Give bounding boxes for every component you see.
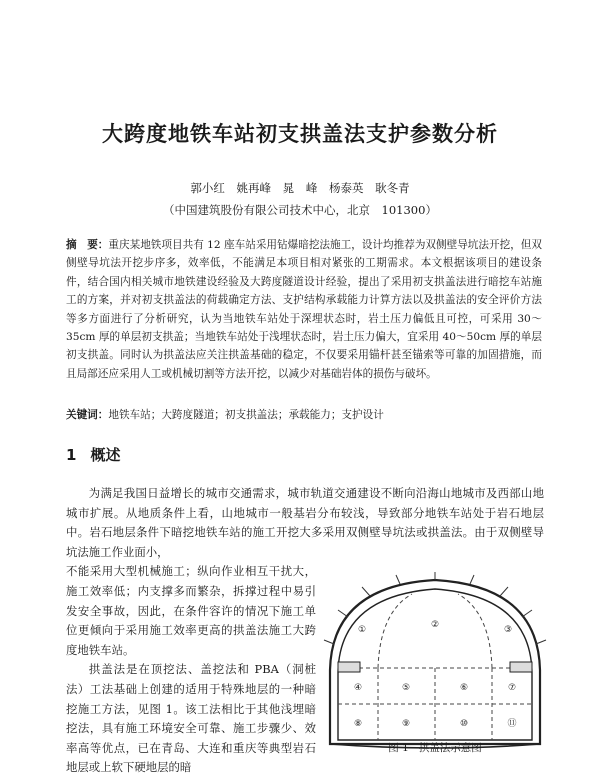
paragraph-continuation: 不能采用大型机械施工；纵向作业相互干扰大，施工效率低；内支撑多而繁杂，拆撑过程中易引发安全事故，因此，在条件容许的情况下施工单位更倾向于采用施工效率更高的拱盖法施工大跨度地铁车站。	[66, 564, 316, 657]
pilot-heading-dividers	[338, 594, 532, 740]
author-name: 郭小红	[190, 181, 225, 195]
arch-foundation-left	[338, 662, 360, 672]
figure-caption-text: 拱盖法示意图	[418, 742, 482, 754]
svg-text:③: ③	[503, 625, 513, 635]
paragraph: 拱盖法是在顶挖法、盖挖法和 PBA（洞桩法）工法基础上创建的适用于特殊地层的一种暗挖施工方法，见图 1。该工法相比于其他浅埋暗挖法，具有施工环境安全可靠、施工步骤少、效率高等优点，已在青岛、大连和重庆等典型岩石地层或上软下硬地层的暗	[66, 662, 316, 775]
svg-text:④: ④	[353, 683, 363, 693]
author-name: 姚再峰	[236, 181, 272, 195]
svg-text:⑥: ⑥	[459, 683, 469, 693]
svg-text:⑩: ⑩	[459, 719, 469, 729]
svg-text:⑤: ⑤	[401, 683, 411, 693]
abstract-label: 摘 要：	[66, 239, 109, 251]
figure-caption	[322, 740, 548, 755]
svg-text:②: ②	[430, 620, 440, 630]
author-name: 耿冬青	[375, 181, 410, 195]
paper-title: 大跨度地铁车站初支拱盖法支护参数分析	[102, 122, 498, 146]
author-list	[0, 180, 600, 196]
keywords-label: 关键词：	[66, 409, 109, 421]
svg-text:⑪: ⑪	[507, 719, 517, 729]
svg-text:⑨: ⑨	[401, 719, 411, 729]
arch-foundation-right	[510, 662, 532, 672]
arch-cover-method-diagram	[322, 572, 548, 752]
keywords-text: 地铁车站；大跨度隧道；初支拱盖法；承载能力；支护设计	[108, 409, 384, 421]
section-number: 1	[66, 446, 77, 464]
section-title: 概述	[90, 446, 121, 464]
figure-number: 图 1	[388, 742, 409, 754]
svg-text:①: ①	[357, 625, 367, 635]
author-name: 杨泰英	[328, 181, 364, 195]
svg-text:⑧: ⑧	[353, 719, 363, 729]
section-heading	[66, 444, 120, 465]
abstract	[66, 236, 542, 383]
svg-text:⑦: ⑦	[507, 683, 517, 693]
affiliation: （中国建筑股份有限公司技术中心，北京 101300）	[163, 203, 437, 217]
paragraph: 为满足我国日益增长的城市交通需求，城市轨道交通建设不断向沿海山地城市及西部山地城市扩展。从地质条件上看，山地城市一般基岩分布较浅，导致部分地铁车站处于岩石地层中。岩石地层条件下暗挖地铁车站的施工开挖大多采用双侧壁导坑法或拱盖法。由于双侧壁导坑法施工作业面小，	[66, 486, 544, 559]
abstract-text: 重庆某地铁项目共有 12 座车站采用钻爆暗挖法施工，设计均推荐为双侧壁导坑法开挖，但双侧壁导坑法开挖步序多，效率低，不能满足本项目相对紧张的工期需求。本文根据该项目的建设条件，结合国内相关城市地铁建设经验及大跨度隧道设计经验，提出了采用初支拱盖法进行暗挖车站施工的方案，并对初支拱盖法的荷载确定方法、支护结构承载能力计算方法以及拱盖法的安全评价方法等多方面进行了分析研究，认为当地铁车站处于深埋状态时，岩土压力偏低且可控，可采用 30～35cm 厚的单层初支拱盖；当地铁车站处于浅埋状态时，岩土压力偏大，宜采用 40～50cm 厚的单层初支拱盖。同时认为拱盖法应关注拱盖基础的稳定，不仅要采用锚杆甚至锚索等可靠的加固措施，而且局部还应采用人工或机械切割等方法开挖，以减少对基础岩体的损伤与破坏。	[66, 239, 543, 380]
author-name: 晁 峰	[282, 181, 318, 195]
keywords	[66, 407, 542, 422]
